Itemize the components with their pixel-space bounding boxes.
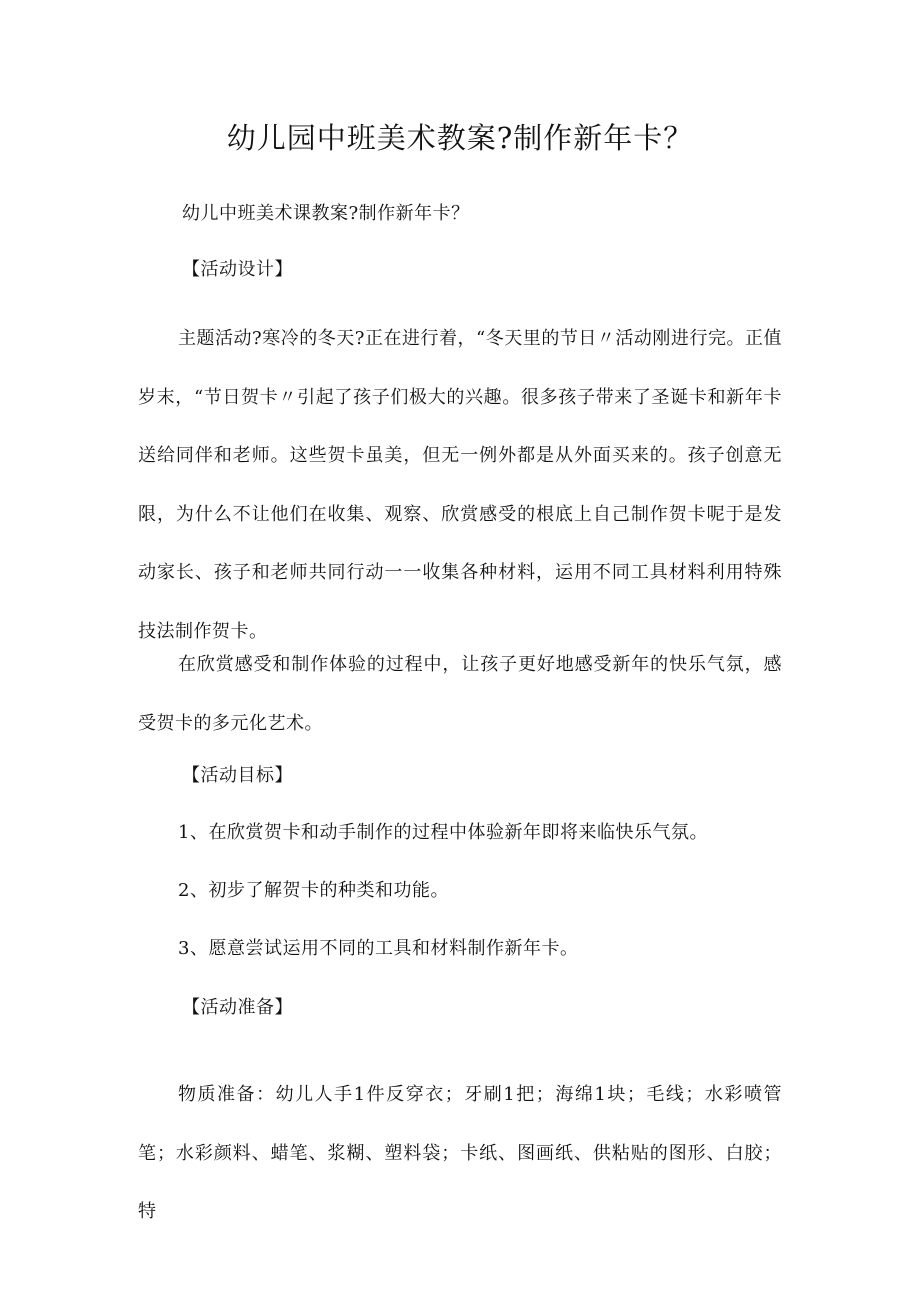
- preparation-paragraph: 物质准备：幼儿人手1件反穿衣；牙刷1把；海绵1块；毛线；水彩喷管笔；水彩颜料、蜡笔、浆糊、塑料袋；卡纸、图画纸、供粘贴的图形、白胶；特: [138, 1084, 782, 1222]
- section-heading-preparation: 【活动准备】: [182, 997, 293, 1018]
- goal-item-2: 2、初步了解贺卡的种类和功能。: [178, 880, 449, 901]
- design-paragraph-1: 主题活动?寒冷的冬天?正在进行着，“冬天里的节日〃活动刚进行完。正值岁末，“节日贺卡〃引起了孩子们极大的兴趣。很多孩子带来了圣诞卡和新年卡送给同伴和老师。这些贺卡虽美，但无一例外都是从外面买来的。孩子创意无限，为什么不让他们在收集、观察、欣赏感受的根底上自己制作贺卡呢于是发动家长、孩子和老师共同行动一一收集各种材料，运用不同工具材料利用特殊技法制作贺卡。: [138, 328, 782, 642]
- document-subtitle: 幼儿中班美术课教案?制作新年卡？: [182, 203, 470, 224]
- design-paragraph-2: 在欣赏感受和制作体验的过程中，让孩子更好地感受新年的快乐气氛，感受贺卡的多元化艺术。: [138, 654, 782, 734]
- goal-item-1: 1、在欣赏贺卡和动手制作的过程中体验新年即将来临快乐气氛。: [178, 822, 708, 843]
- goal-item-3: 3、愿意尝试运用不同的工具和材料制作新年卡。: [178, 938, 579, 959]
- section-heading-goals: 【活动目标】: [182, 765, 293, 786]
- section-heading-design: 【活动设计】: [182, 259, 293, 280]
- document-title: 幼儿园中班美术教案?制作新年卡？: [226, 121, 694, 155]
